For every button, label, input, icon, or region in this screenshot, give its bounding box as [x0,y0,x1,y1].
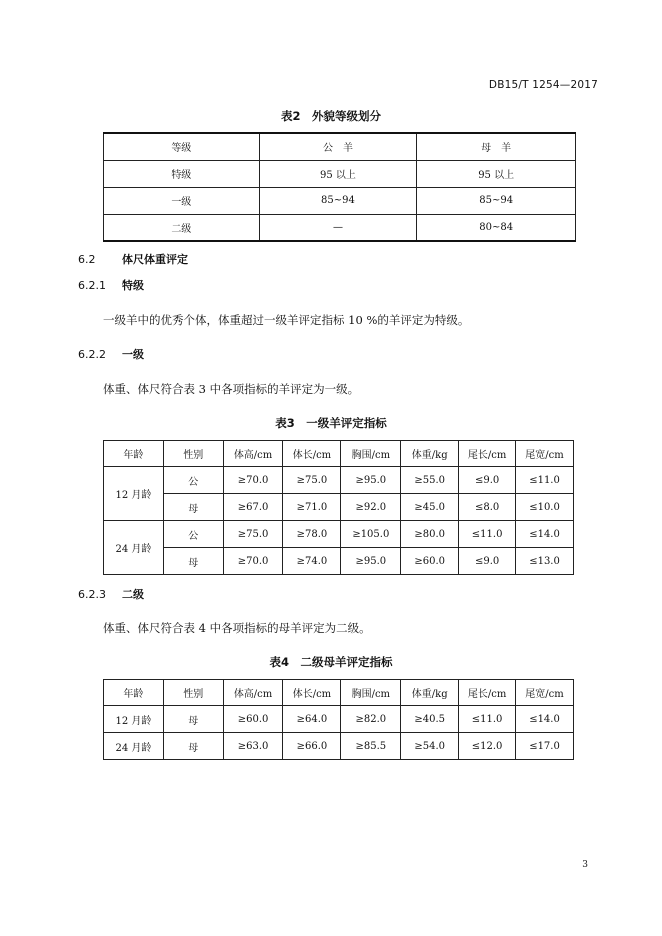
table-row [104,187,576,214]
table-cell: 95 以上 [259,160,417,187]
table-cell: 二级 [104,214,260,241]
table-cell: 95 以上 [417,160,576,187]
table4-caption: 表4 二级母羊评定指标 [269,655,393,669]
table-cell: 24 月龄 [104,733,164,760]
table-cell: ≤11.0 [459,706,516,733]
paragraph-6-2-2: 体重、体尺符合表 3 中各项指标的羊评定为一级。 [103,382,360,396]
table3-header-cell: 体重/kg [401,441,459,467]
table3-header-cell: 尾宽/cm [516,441,574,467]
table-cell: ≥70.0 [223,467,283,494]
table-cell: ≥78.0 [283,521,341,548]
table3-header-row [104,441,574,467]
table2-header-cell: 等级 [104,133,260,160]
table-cell: ≥40.5 [401,706,459,733]
table-cell: ≤12.0 [459,733,516,760]
paragraph-6-2-1: 一级羊中的优秀个体，体重超过一级羊评定指标 10 %的羊评定为特级。 [103,313,470,327]
table3-header-cell: 体长/cm [283,441,341,467]
table4-header-cell: 尾宽/cm [516,680,574,706]
table4-header-cell: 体长/cm [283,680,341,706]
table3-header-cell: 胸围/cm [341,441,401,467]
table-row [104,521,574,548]
table3 [103,440,574,575]
table-cell: 公 [163,521,223,548]
section-heading-6-2-2 [78,346,144,362]
table-cell: 公 [163,467,223,494]
table-cell: ≥105.0 [341,521,401,548]
section-heading-6-2-1 [78,277,144,293]
section-title: 一级 [122,348,144,361]
table4-header-cell: 性别 [163,680,223,706]
table-cell: ≥55.0 [401,467,459,494]
section-title: 特级 [122,279,144,292]
table-cell: 特级 [104,160,260,187]
table-cell: 母 [163,548,223,575]
table-cell: ≤17.0 [516,733,574,760]
table-cell: ≥54.0 [401,733,459,760]
table-cell: ≤13.0 [516,548,574,575]
table-row [104,706,574,733]
section-number: 6.2 [78,253,96,266]
table-cell: 80~84 [417,214,576,241]
table-cell: ≤11.0 [459,521,516,548]
table4-header-cell: 胸围/cm [341,680,401,706]
table-cell: ≤9.0 [459,467,516,494]
table2-header-cell: 母 羊 [417,133,576,160]
table-cell: ≥75.0 [283,467,341,494]
table-cell: — [259,214,417,241]
table3-caption: 表3 一级羊评定指标 [275,416,387,430]
page-number: 3 [582,860,588,870]
section-heading-6-2-3 [78,586,144,602]
age-cell: 12 月龄 [104,467,164,521]
table-cell: ≥60.0 [223,706,283,733]
section-number: 6.2.1 [78,279,106,292]
table-cell: ≥70.0 [223,548,283,575]
table-cell: ≥66.0 [283,733,341,760]
table-cell: 85~94 [259,187,417,214]
table-cell: 母 [163,706,223,733]
table-cell: 母 [163,494,223,521]
table-row [104,733,574,760]
table3-header-cell: 性别 [163,441,223,467]
table-cell: ≤10.0 [516,494,574,521]
table-cell: ≥92.0 [341,494,401,521]
table-cell: 85~94 [417,187,576,214]
table-row [104,160,576,187]
table4-header-cell: 体高/cm [223,680,283,706]
table2 [103,132,576,242]
section-title: 二级 [122,588,144,601]
table4-header-cell: 年龄 [104,680,164,706]
table-cell: ≤9.0 [459,548,516,575]
table4-header-cell: 尾长/cm [459,680,516,706]
table-cell: ≥80.0 [401,521,459,548]
table4-header-cell: 体重/kg [401,680,459,706]
table-cell: ≥74.0 [283,548,341,575]
table-cell: ≥82.0 [341,706,401,733]
table-cell: ≥63.0 [223,733,283,760]
table3-header-cell: 体高/cm [223,441,283,467]
document-code: DB15/T 1254—2017 [488,79,598,91]
table-cell: ≤11.0 [516,467,574,494]
table-row [104,467,574,494]
table-cell: ≥64.0 [283,706,341,733]
table-cell: 母 [163,733,223,760]
table2-header-cell: 公 羊 [259,133,417,160]
section-heading-6-2 [78,251,188,267]
table4 [103,679,574,760]
table-cell: ≥95.0 [341,467,401,494]
table3-header-cell: 尾长/cm [459,441,516,467]
section-title: 体尺体重评定 [122,253,188,266]
table-cell: ≥67.0 [223,494,283,521]
table-cell: ≥71.0 [283,494,341,521]
age-cell: 24 月龄 [104,521,164,575]
table-cell: ≤14.0 [516,706,574,733]
table2-header-row [104,133,576,160]
table2-caption: 表2 外貌等级划分 [280,109,381,123]
table-cell: ≥60.0 [401,548,459,575]
table-cell: ≥95.0 [341,548,401,575]
table-cell: 一级 [104,187,260,214]
table-cell: ≥85.5 [341,733,401,760]
paragraph-6-2-3: 体重、体尺符合表 4 中各项指标的母羊评定为二级。 [103,621,371,635]
table-row [104,214,576,241]
table4-header-row [104,680,574,706]
table-cell: 12 月龄 [104,706,164,733]
table-cell: ≥45.0 [401,494,459,521]
table-cell: ≥75.0 [223,521,283,548]
table3-header-cell: 年龄 [104,441,164,467]
table-row [104,494,574,521]
section-number: 6.2.2 [78,348,106,361]
table-row [104,548,574,575]
table-cell: ≤8.0 [459,494,516,521]
section-number: 6.2.3 [78,588,106,601]
table-cell: ≤14.0 [516,521,574,548]
